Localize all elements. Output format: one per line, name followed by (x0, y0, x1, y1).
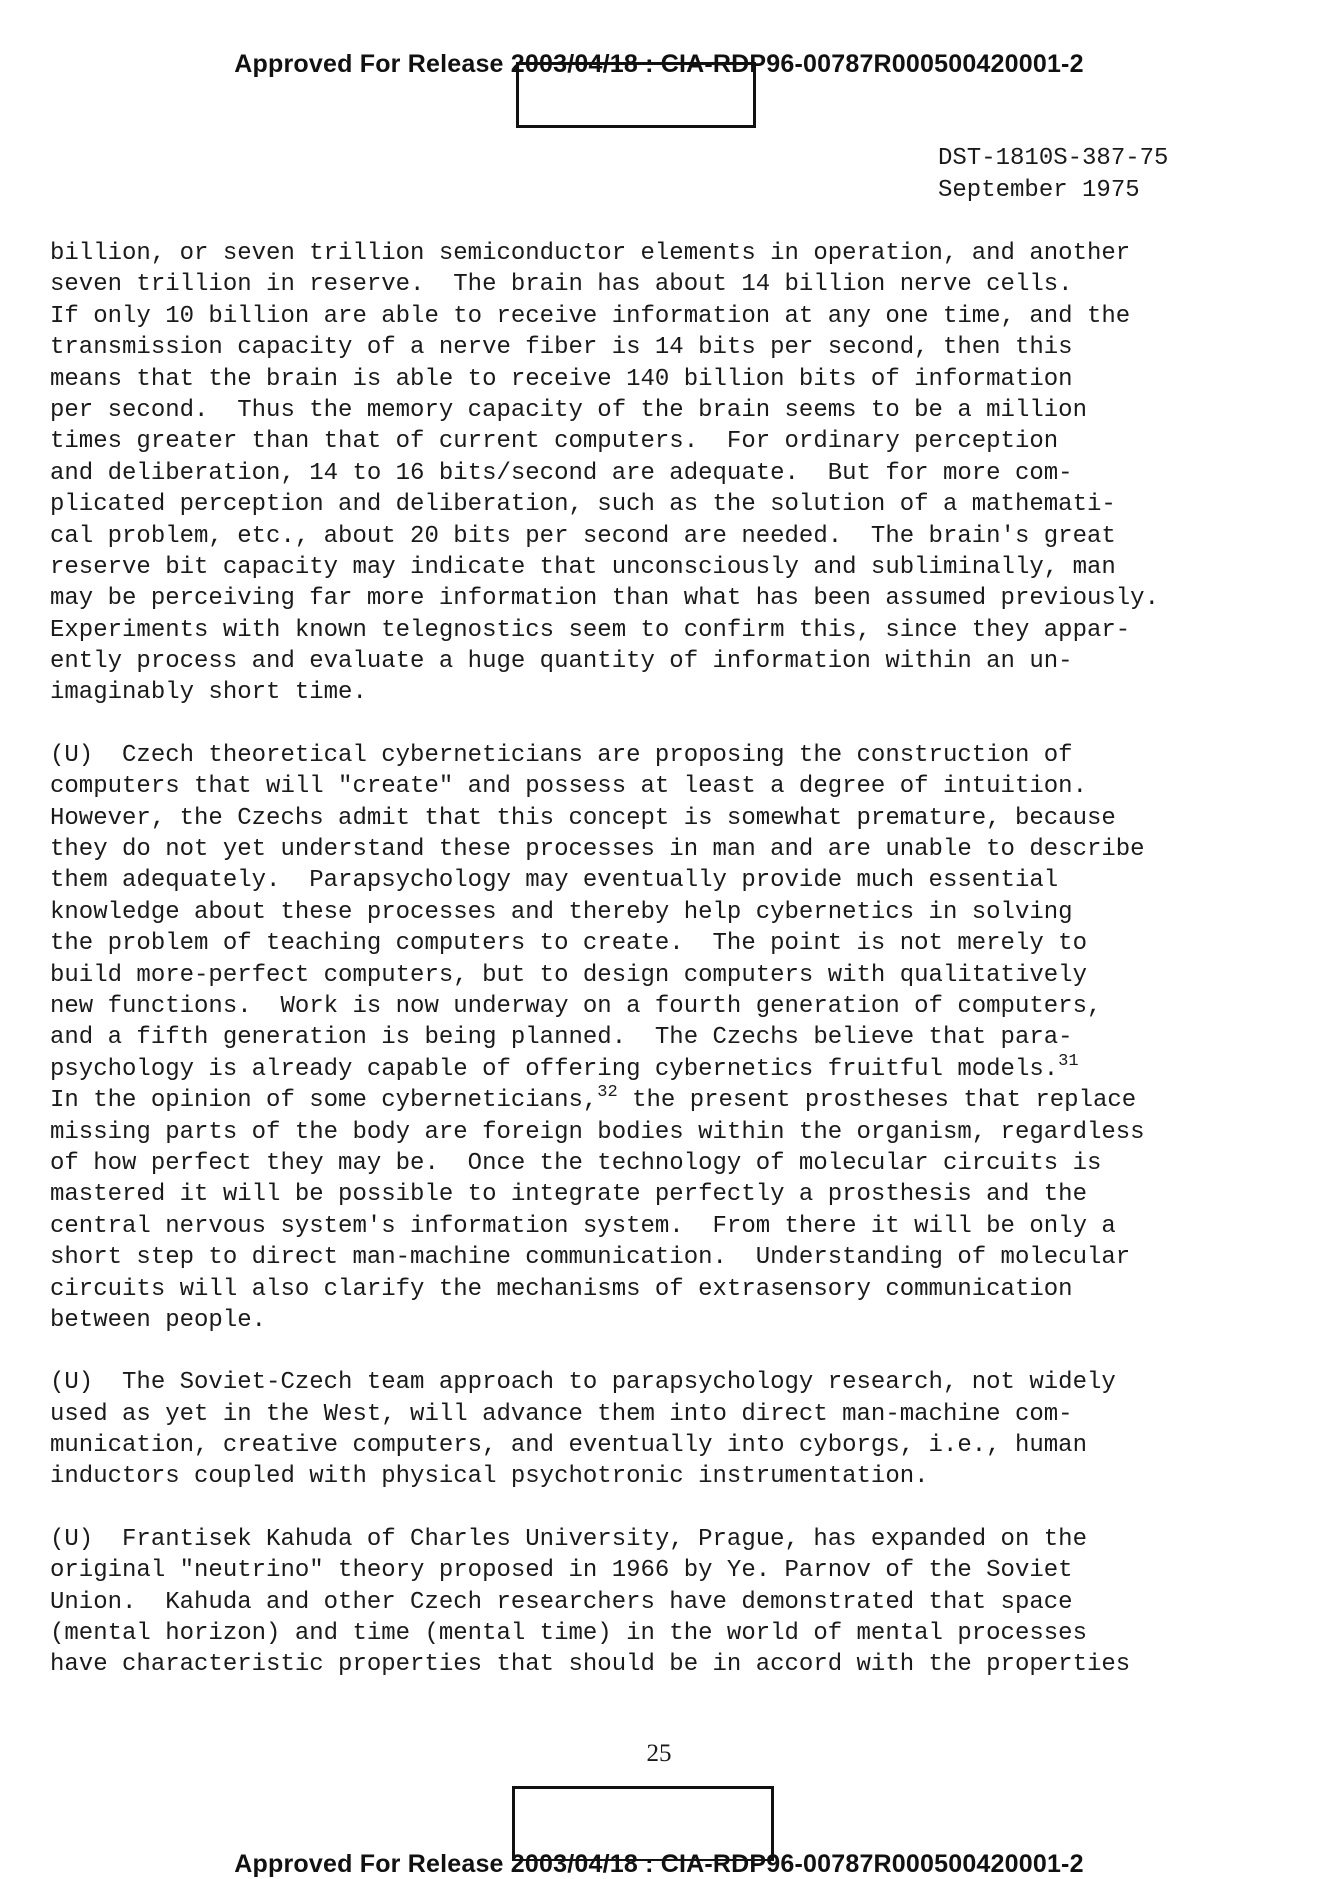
footnote-reference: 32 (597, 1083, 618, 1103)
text-line: Union. Kahuda and other Czech researchers have demonstrated that space (50, 1588, 1073, 1616)
document-body (50, 238, 1290, 1712)
text-segment: the present prostheses that replace (617, 1087, 1137, 1115)
text-line: (U) Czech theoretical cyberneticians are proposing the construction of (50, 741, 1073, 769)
text-line: short step to direct man-machine communication. Understanding of molecular (50, 1244, 1131, 1272)
text-line: per second. Thus the memory capacity of the brain seems to be a million (50, 396, 1087, 424)
text-line: and a fifth generation is being planned. The Czechs believe that para- (50, 1024, 1073, 1052)
text-line: the problem of teaching computers to create. The point is not merely to (50, 930, 1087, 958)
text-line: Experiments with known telegnostics seem to confirm this, since they appar- (50, 616, 1131, 644)
paragraph-4 (50, 1524, 1290, 1681)
text-line: (mental horizon) and time (mental time) in the world of mental processes (50, 1620, 1087, 1648)
document-number: DST-1810S-387-75 (938, 145, 1169, 172)
text-line: plicated perception and deliberation, such as the solution of a mathemati- (50, 491, 1116, 519)
text-line: missing parts of the body are foreign bodies within the organism, regardless (50, 1118, 1145, 1146)
text-line: new functions. Work is now underway on a fourth generation of computers, (50, 992, 1102, 1020)
text-line: between people. (50, 1306, 267, 1334)
text-segment: In the opinion of some cyberneticians, (50, 1087, 598, 1115)
text-line: may be perceiving far more information than what has been assumed previously. (50, 585, 1159, 613)
page-number: 25 (646, 1740, 672, 1767)
text-line-with-footnote (50, 1085, 1290, 1116)
text-line: inductors coupled with physical psychotronic instrumentation. (50, 1463, 929, 1491)
document-date: September 1975 (938, 177, 1140, 204)
text-line: However, the Czechs admit that this concept is somewhat premature, because (50, 804, 1116, 832)
redaction-box-top (516, 62, 756, 128)
text-line: computers that will "create" and possess at least a degree of intuition. (50, 773, 1087, 801)
text-line: means that the brain is able to receive 140 billion bits of information (50, 365, 1073, 393)
text-line: (U) The Soviet-Czech team approach to parapsychology research, not widely (50, 1369, 1116, 1397)
text-line: them adequately. Parapsychology may eventually provide much essential (50, 867, 1059, 895)
text-line: billion, or seven trillion semiconductor elements in operation, and another (50, 240, 1131, 267)
text-line: of how perfect they may be. Once the technology of molecular circuits is (50, 1149, 1102, 1177)
text-line: times greater than that of current computers. For ordinary perception (50, 428, 1059, 456)
text-line: If only 10 billion are able to receive information at any one time, and the (50, 302, 1131, 330)
text-line: ently process and evaluate a huge quantity of information within an un- (50, 648, 1073, 676)
text-line: build more-perfect computers, but to design computers with qualitatively (50, 961, 1087, 989)
text-line: (U) Frantisek Kahuda of Charles University, Prague, has expanded on the (50, 1525, 1087, 1553)
text-line-with-footnote (50, 1051, 1290, 1085)
paragraph-3 (50, 1367, 1290, 1493)
text-line: cal problem, etc., about 20 bits per second are needed. The brain's great (50, 522, 1116, 550)
release-header: Approved For Release 2003/04/18 : CIA-RDP96-00787R000500420001-2 (234, 50, 1084, 78)
text-line: used as yet in the West, will advance them into direct man-machine com- (50, 1400, 1073, 1428)
paragraph-2 (50, 740, 1290, 1336)
paragraph-1 (50, 238, 1290, 709)
footnote-reference: 31 (1058, 1051, 1079, 1071)
text-line: mastered it will be possible to integrate perfectly a prosthesis and the (50, 1181, 1087, 1209)
text-line: imaginably short time. (50, 679, 367, 707)
release-footer: Approved For Release 2003/04/18 : CIA-RDP96-00787R000500420001-2 (234, 1850, 1084, 1878)
text-line: circuits will also clarify the mechanisms of extrasensory communication (50, 1275, 1073, 1303)
text-segment: psychology is already capable of offering cybernetics fruitful models. (50, 1055, 1059, 1083)
text-line: knowledge about these processes and thereby help cybernetics in solving (50, 898, 1073, 926)
document-meta (938, 143, 1168, 207)
text-line: transmission capacity of a nerve fiber is 14 bits per second, then this (50, 334, 1073, 362)
text-line: have characteristic properties that should be in accord with the properties (50, 1651, 1131, 1679)
text-line: original "neutrino" theory proposed in 1966 by Ye. Parnov of the Soviet (50, 1557, 1073, 1585)
text-line: central nervous system's information system. From there it will be only a (50, 1212, 1116, 1240)
text-line: and deliberation, 14 to 16 bits/second are adequate. But for more com- (50, 459, 1073, 487)
text-line: reserve bit capacity may indicate that unconsciously and subliminally, man (50, 553, 1116, 581)
text-line: munication, creative computers, and eventually into cyborgs, i.e., human (50, 1432, 1087, 1460)
text-line: seven trillion in reserve. The brain has about 14 billion nerve cells. (50, 271, 1073, 299)
text-line: they do not yet understand these processes in man and are unable to describe (50, 836, 1145, 864)
